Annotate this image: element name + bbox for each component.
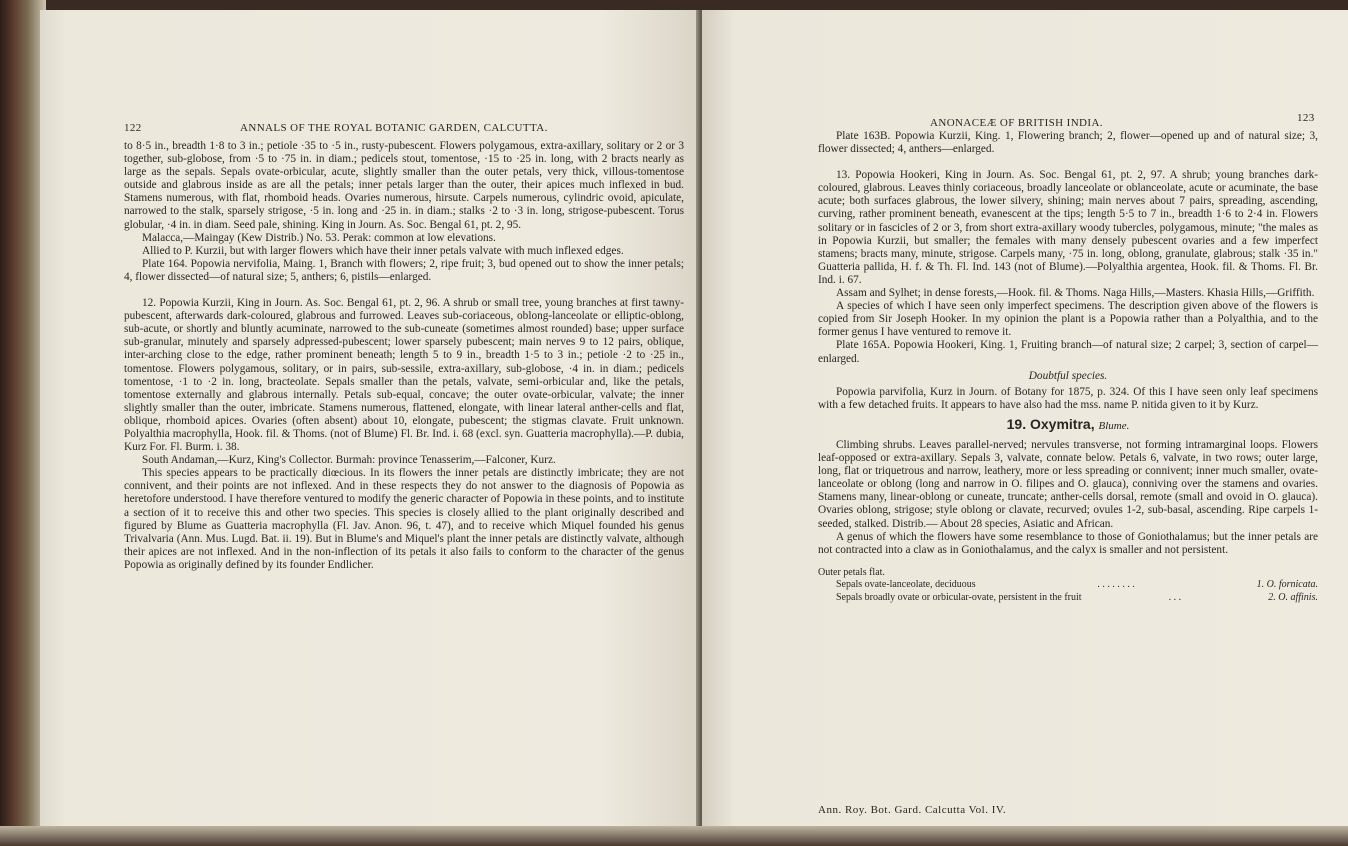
key-row [818, 592, 1318, 605]
plate-caption: Plate 165A. Popowia Hookeri, King. 1, Fruiting branch—of natural size; 2 carpel; 3, section of carpel—enlarged. [818, 339, 1318, 365]
paragraph: to 8·5 in., breadth 1·8 to 3 in.; petiole ·35 to ·5 in., rusty-pubescent. Flowers polygamous, extra-axillary, solitary or 2 or 3 together, sub-globose, from ·5 to ·75 in. in diam.; pedicels stout, tomentose, ·15 to ·25 in. long, with 2 bracts nearly as large as the sepals. Sepals ovate-orbicular, acute, slightly smaller than the outer petals, very thick, villous-tomentose outside and glabrous inside as are all the petals; inner petals larger than the outer, their apices much inflexed in bud. Stamens numerous, with flat, rhomboid heads. Ovaries numerous, hirsute. Carpels numerous, cylindric ovoid, apiculate, narrowed to the stalk, sparsely strigose, ·5 in. long and ·25 in. in diam.; stalks ·2 to ·3 in. long, strigose-pubescent. Torus globular, ·4 in. in diam. Seed pale, shining. King in Journ. As. Soc. Bengal 61, pt. 2, 95. [124, 140, 684, 231]
left-page [40, 10, 700, 830]
key-result: 1. O. fornicata. [1256, 579, 1318, 591]
paragraph: A genus of which the flowers have some resemblance to those of Goniothalamus; but the inner petals are not contracted into a claw as in Goniothalamus, and the calyx is smaller and not persistent. [818, 530, 1318, 556]
section-heading: Doubtful species. [1028, 369, 1108, 382]
right-page-number: 123 [1297, 112, 1315, 124]
plate-caption: Plate 164. Popowia nervifolia, Maing. 1, Branch with flowers; 2, ripe fruit; 3, bud opened out to show the inner petals; 4, flower dissected—of natural size; 5, anthers; 6, pistils—enlarged. [124, 257, 684, 283]
key-dots: . . . [1168, 591, 1182, 603]
species-description: 13. Popowia Hookeri, King in Journ. As. Soc. Bengal 61, pt. 2, 97. A shrub; young branches dark-coloured, glabrous. Leaves thinly coriaceous, broadly lanceolate or oblanceolate, acute or acuminate, the base acute; both surfaces glabrous, the lower silvery, shining; main nerves about 7 pairs, spreading, ascending, curving, rather prominent beneath, evanescent at the tips; length 5·5 to 7 in., breadth 1·6 to 2·4 in. Flowers solitary or in fascicles of 2 or 3, from short extra-axillary woody tubercles, polygamous, minute; "the males as in Popowia Kurzii, but smaller; the females with many densely pubescent ovaries and a few imperfect stamens; bracts many, minute, strigose. Carpels many, ·75 in. long, oblong, granulate, glabrous; stalk ·35 in." Guatteria pallida, H. f. & Th. Fl. Ind. 143 (not of Blume).—Polyalthia argentea, Hook. fil. & Thoms. Fl. Br. Ind. i. 67. [818, 169, 1318, 286]
genus-heading [818, 415, 1318, 433]
left-body [124, 140, 684, 572]
paragraph: Popowia parvifolia, Kurz in Journ. of Botany for 1875, p. 324. Of this I have seen only leaf specimens with a few detached fruits. It appears to have also had the mss. name P. nitida given to it by Kurz. [818, 385, 1318, 411]
key-dots: . . . . . . . . [1097, 579, 1135, 591]
left-running-head: ANNALS OF THE ROYAL BOTANIC GARDEN, CALCUTTA. [240, 122, 548, 134]
genus-description: Climbing shrubs. Leaves parallel-nerved; nervules transverse, not forming intramarginal loops. Flowers leaf-opposed or extra-axillary. Sepals 3, valvate, connate below. Petals 6, valvate, in two rows; outer large, long, flat or triquetrous and narrow, leathery, more or less spreading or connivent; inner much smaller, ovate-lanceolate or oblong (long and narrow in O. filipes and O. glauca), conniving over the stamens and ovaries. Stamens many, linear-oblong or cuneate, truncate; anther-cells dorsal, remote (small and ovoid in O. glauca). Ovaries oblong, strigose; style oblong or clavate, recurved; ovules 1-2, sub-basal, ascending. Ripe carpels 1-seeded, stalked. Distrib.— About 28 species, Asiatic and African. [818, 438, 1318, 530]
right-body [818, 130, 1318, 604]
species-description: 12. Popowia Kurzii, King in Journ. As. Soc. Bengal 61, pt. 2, 96. A shrub or small tree, young branches at first tawny-pubescent, afterwards dark-coloured, glabrous and furrowed. Leaves sub-coriaceous, oblong-lanceolate or elliptic-oblong, sub-acute, or shortly and bluntly acuminate, narrowed to the sub-cuneate (sometimes almost rounded) base; upper surface sub-granular, minutely and sparsely adpressed-pubescent; lower sparsely pubescent; main nerves 9 to 12 pairs, oblique, inter-arching close to the edge, rather prominent beneath; length 5 to 9 in., breadth 1·5 to 3 in.; petiole ·2 to ·25 in., tomentose. Flowers polygamous, solitary, or in pairs, sub-sessile, extra-axillary, sub-globose, ·4 in. in diam.; pedicels tomentose, ·1 to ·2 in. long, bracteolate. Sepals smaller than the petals, valvate, semi-orbicular and, like the petals, tomentose externally and glabrous internally. Petals sub-equal, concave; the outer ovate-orbicular, valvate; the inner slightly smaller than the outer, imbricate. Stamens numerous, flattened, elongate, with linear lateral anther-cells and flat, oblique, rhomboid apices. Ovaries (often absent) about 10, elongate, pubescent; the stigmas clavate. Fruit unknown. Polyalthia macrophylla, Hook. fil. & Thoms. (not of Blume) Fl. Br. Ind. i. 68 (excl. syn. Guatteria macrophylla).—P. dubia, Kurz For. Fl. Burm. i. 38. [124, 297, 684, 454]
left-page-number: 122 [124, 122, 142, 134]
paragraph: Allied to P. Kurzii, but with larger flowers which have their inner petals valvate with much inflexed edges. [142, 244, 624, 257]
key-heading: Outer petals flat. [818, 566, 885, 578]
page-footer: Ann. Roy. Bot. Gard. Calcutta Vol. IV. [818, 804, 1007, 816]
genus-name: Oxymitra, [1030, 415, 1095, 432]
paragraph: Malacca,—Maingay (Kew Distrib.) No. 53. Perak: common at low elevations. [142, 231, 496, 244]
key-text: Sepals ovate-lanceolate, deciduous [836, 579, 976, 591]
species-key [818, 567, 1318, 605]
book-edge-bottom [0, 826, 1348, 846]
genus-author: Blume. [1098, 419, 1130, 432]
paragraph: South Andaman,—Kurz, King's Collector. Burmah: province Tenasserim,—Falconer, Kurz. [142, 454, 556, 467]
key-result: 2. O. affinis. [1268, 591, 1318, 603]
plate-caption: Plate 163B. Popowia Kurzii, King. 1, Flowering branch; 2, flower—opened up and of natural size; 3, flower dissected; 4, anthers—enlarged. [818, 130, 1318, 156]
paragraph: Assam and Sylhet; in dense forests,—Hook. fil. & Thoms. Naga Hills,—Masters. Khasia Hills,—Griffith. [836, 287, 1315, 300]
key-row [818, 579, 1318, 592]
right-page [702, 10, 1348, 830]
key-text: Sepals broadly ovate or orbicular-ovate, persistent in the fruit [836, 591, 1082, 603]
paragraph: This species appears to be practically diœcious. In its flowers the inner petals are distinctly imbricate; they are not connivent, and their points are not inflexed. And in these respects they do not answer to the diagnosis of Popowia as heretofore understood. I have therefore ventured to modify the generic character of Popowia in these points, and to institute a section of it to receive this and other two species. This species is closely allied to the plant originally described and figured by Blume as Guatteria macrophylla (Fl. Jav. Anon. 96, t. 47), and to receive which Miquel founded his genus Trivalvaria (Ann. Mus. Lugd. Bat. ii. 19). But in Blume's and Miquel's plant the inner petals are distinctly valvate, although their apices are not inflexed. And in the non-inflection of its petals it also fails to conform to the character of the genus Popowia as originally defined by its founder Endlicher. [124, 467, 684, 571]
paragraph: A species of which I have seen only imperfect specimens. The description given above of the flowers is copied from Sir Joseph Hooker. In my opinion the plant is a Popowia rather than a Polyalthia, and to the former genus I have ventured to remove it. [818, 300, 1318, 339]
right-running-head: ANONACEÆ OF BRITISH INDIA. [930, 117, 1103, 129]
genus-number: 19. [1006, 415, 1027, 432]
